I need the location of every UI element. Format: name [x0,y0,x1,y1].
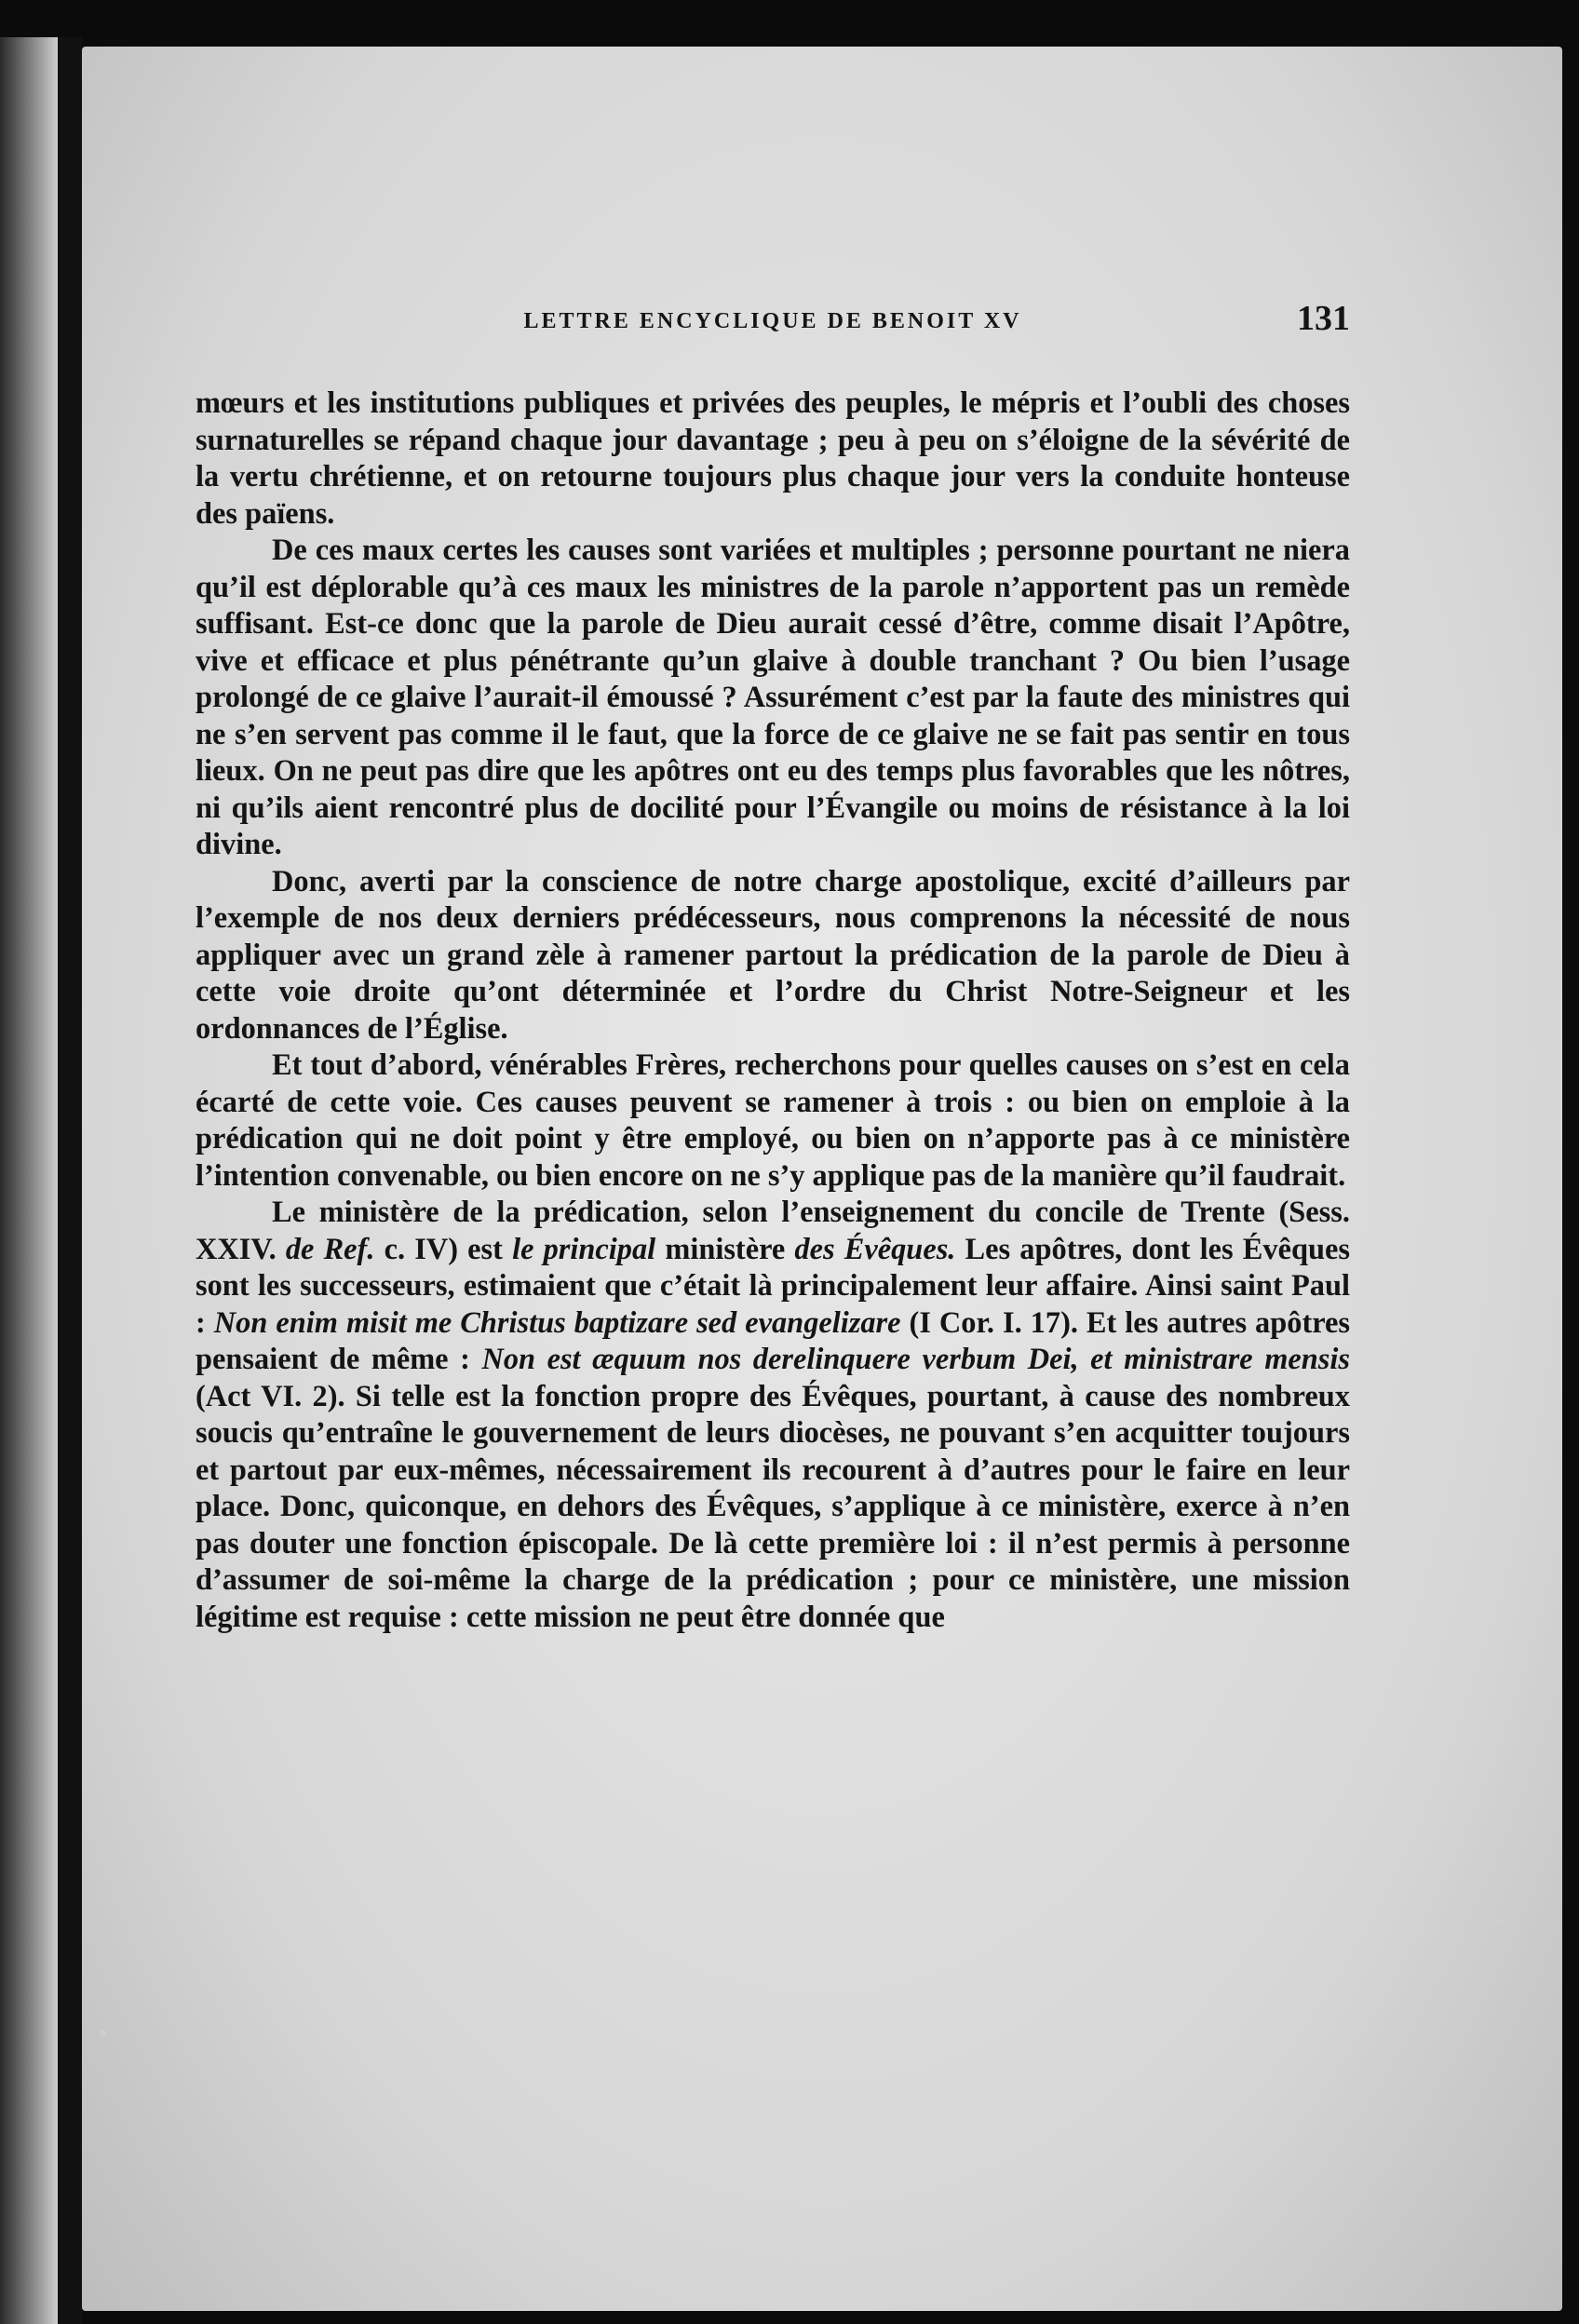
paragraph [196,385,1350,533]
text-run: De ces maux certes les causes sont variées et multiples ; personne pourtant ne niera qu’il est déplorable qu’à ces maux les ministres de la parole n’apportent pas un remède suffisant. Est-ce donc que la parole de Dieu aurait cessé d’être, comme disait l’Apôtre, vive et efficace et plus pénétrante qu’un glaive à double tranchant ? Ou bien l’usage prolongé de ce glaive l’aurait-il émoussé ? Assurément c’est par la faute des ministres qui ne s’en servent pas comme il le faut, que la force de ce glaive ne se fait pas sentir en tous lieux. On ne peut pas dire que les apôtres ont eu des temps plus favorables que les nôtres, ni qu’ils aient rencontré plus de docilité pour l’Évangile ou moins de résistance à la loi divine. [196,534,1350,861]
text-run: mœurs et les institutions publiques et privées des peuples, le mépris et l’oubli des choses surnaturelles se répand chaque jour davantage ; peu à peu on s’éloigne de la sévérité de la vertu chrétienne, et on retourne toujours plus chaque jour vers la conduite honteuse des païens. [196,386,1350,531]
text-run: (Act VI. 2). Si telle est la fonction propre des Évêques, pourtant, à cause des nombreux soucis qu’entraîne le gouvernement de leurs diocèses, ne pouvant s’en acquitter toujours et partout par eux-mêmes, nécessairement ils recourent à d’autres pour le faire en leur place. Donc, quiconque, en dehors des Évêques, s’applique à ce ministère, exerce à n’en pas douter une fonction épiscopale. De là cette première loi : il n’est permis à personne d’assumer de soi-même la charge de la prédication ; pour ce ministère, une mission légitime est requise : cette mission ne peut être donnée que [196,1379,1350,1634]
page-gutter [58,37,82,2324]
paper-fleck [1497,1918,1505,1925]
paper-fleck [101,2030,106,2035]
paragraph [196,533,1350,864]
text-run: ministère [655,1232,795,1266]
running-head [196,296,1350,352]
italic-text: de Ref. [285,1232,375,1266]
text-run: Donc, averti par la conscience de notre charge apostolique, excité d’ailleurs par l’exemple de nos deux derniers prédécesseurs, nous comprenons la nécessité de nous appliquer avec un grand zèle à ramener partout la prédication de la parole de Dieu à cette voie droite qu’ont déterminée et l’ordre du Christ Notre-Seigneur et les ordonnances de l’Église. [196,864,1350,1046]
text-run: c. IV) est [374,1232,513,1266]
text-run: Et tout d’abord, vénérables Frères, recherchons pour quelles causes on s’est en cela écarté de cette voie. Ces causes peuvent se ramener à trois : ou bien on emploie à la prédication qui ne doit point y être employé, ou bien on n’apporte pas à ce ministère l’intention convenable, ou bien encore on ne s’y applique pas de la manière qu’il faudrait. [196,1048,1350,1193]
paragraph [196,1195,1350,1636]
italic-text: Non est æquum nos derelinquere verbum Dei, et ministrare mensis [481,1343,1351,1376]
body-text [196,385,1350,1636]
text-run: (I Cor. I. 17). Et les autres apôtres pensaient de même : [196,1305,1350,1376]
page-number: 131 [1297,299,1350,338]
paragraph [196,864,1350,1048]
italic-text: des Évêques. [794,1232,956,1266]
italic-text: le principal [512,1232,656,1266]
italic-text: Non enim misit me Christus baptizare sed evangelizare [213,1305,901,1340]
text-run: Les apôtres, dont les Évêques sont les successeurs, estimaient que c’était là principalement leur affaire. Ainsi saint Paul : [196,1232,1350,1340]
paragraph [196,1047,1350,1195]
running-title: LETTRE ENCYCLIQUE DE BENOIT XV [523,309,1022,333]
previous-page-edge [0,37,58,2324]
text-run: Le ministère de la prédication, selon l’enseignement du concile de Trente (Sess. XXIV. [196,1196,1350,1266]
